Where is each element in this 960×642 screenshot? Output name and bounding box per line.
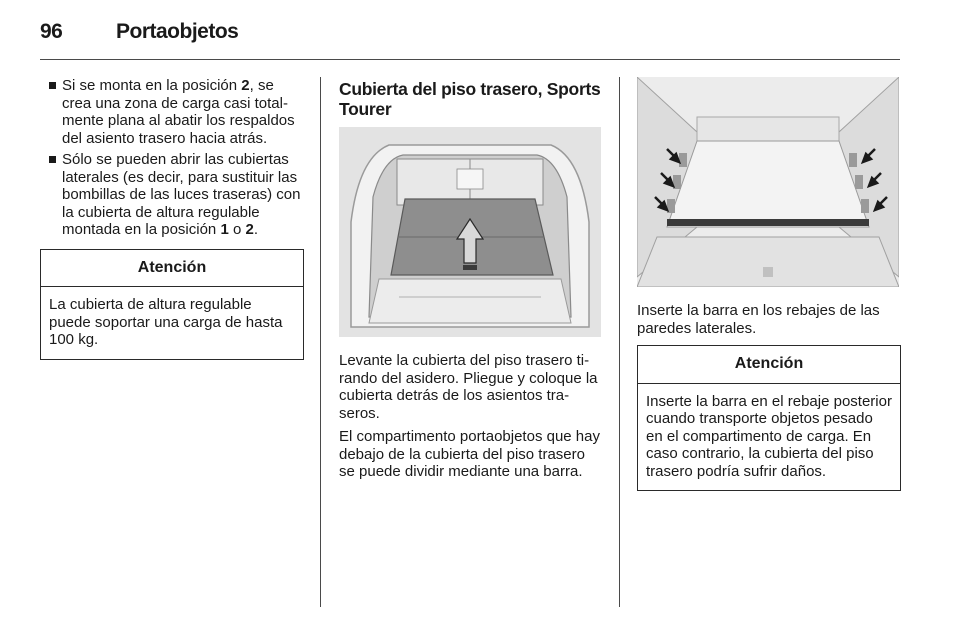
column-divider-2 — [619, 77, 620, 607]
bullet-square-icon — [49, 156, 56, 163]
bullet-bold: 2 — [245, 221, 254, 238]
cargo-floor-cover-illustration — [339, 127, 601, 337]
attention-title: Atención — [638, 346, 900, 384]
paragraph: El compartimento portaobjetos que hay debajo de la cubierta del piso trasero se puede dividir mediante una barra. — [339, 428, 600, 480]
attention-title: Atención — [41, 250, 303, 288]
attention-text: Inserte la barra en el rebaje posterior cuando transporte objetos pesado en el compartimento de carga. En caso contrario, la cubierta del piso trasero podría sufrir daños. — [646, 392, 892, 480]
page-title: Portaobjetos — [116, 20, 239, 43]
column-2-body — [339, 352, 603, 487]
bullet-text: Sólo se pueden abrir las cubiertas laterales (es decir, para sustituir las bombillas de las luces traseras) con la cubierta de altura regulable montada en la posición — [62, 151, 301, 238]
bullet-bold: 2 — [241, 77, 250, 94]
bullet-bold: 1 — [220, 221, 229, 238]
section-heading: Cubierta del piso trasero, Sports Tourer — [339, 79, 601, 119]
bullet-item — [40, 77, 304, 147]
column-divider-1 — [320, 77, 321, 607]
bullet-text: , se crea una zona de carga casi totalmente plana al abatir los respaldos del asiento trasero hacia atrás. — [62, 77, 295, 147]
divider-bar-illustration — [637, 77, 899, 287]
attention-box — [40, 249, 304, 360]
header-divider — [40, 59, 900, 60]
bullet-item — [40, 151, 304, 239]
page-number: 96 — [40, 20, 63, 43]
column-3 — [637, 302, 901, 491]
column-2 — [339, 79, 603, 119]
attention-box — [637, 345, 901, 491]
bullet-text: Si se monta en la posición — [62, 77, 242, 94]
attention-text: La cubierta de altura regulable puede soportar una carga de hasta 100 kg. — [49, 296, 283, 348]
bullet-text: o — [228, 221, 246, 238]
page-header — [40, 18, 900, 58]
column-1 — [40, 77, 304, 360]
bullet-text: . — [253, 221, 258, 238]
bullet-square-icon — [49, 82, 56, 89]
paragraph: Levante la cubierta del piso trasero tirando del asidero. Pliegue y coloque la cubierta detrás de los asientos traseros. — [339, 352, 598, 422]
illustration-caption: Inserte la barra en los rebajes de las paredes laterales. — [637, 302, 880, 337]
